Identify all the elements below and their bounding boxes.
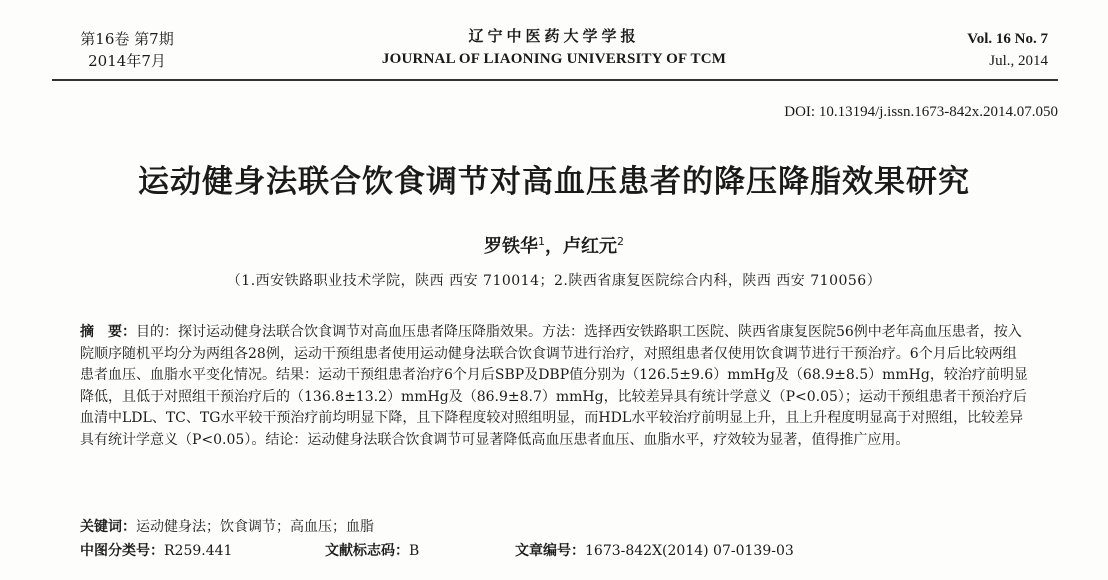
author-affiliation-mark: 1 [538, 235, 545, 248]
document-code [325, 540, 515, 560]
volume-issue-en: Vol. 16 No. 7 [967, 31, 1048, 47]
document-code-label: 文献标志码： [325, 543, 409, 559]
keywords-label: 关键词： [80, 519, 136, 535]
doi[interactable]: DOI: 10.13194/j.issn.1673-842x.2014.07.050 [784, 104, 1058, 120]
article-number-value: 1673-842X(2014) 07-0139-03 [585, 543, 794, 559]
article-number [515, 540, 794, 560]
journal-name-cn: 辽宁中医药大学学报 [468, 27, 640, 45]
paper-title: 运动健身法联合饮食调节对高血压患者的降压降脂效果研究 [138, 164, 970, 200]
abstract-label: 摘 要： [80, 324, 136, 340]
journal-name [0, 24, 1108, 70]
document-code-value: B [409, 543, 420, 559]
abstract [80, 322, 1030, 451]
date-cn: 2014年7月 [88, 52, 166, 70]
author-name: 罗铁华 [484, 236, 538, 257]
volume-issue-cn: 第16卷 第7期 [80, 30, 174, 48]
issue-info-en [967, 28, 1048, 72]
clc-label: 中图分类号： [80, 543, 164, 559]
clc-value: R259.441 [164, 543, 233, 559]
article-number-label: 文章编号： [515, 543, 585, 559]
clc-number [80, 540, 325, 560]
journal-name-en: JOURNAL OF LIAONING UNIVERSITY OF TCM [381, 51, 727, 67]
author-affiliation-mark: 2 [617, 235, 624, 248]
classification-line [80, 540, 794, 560]
keywords-text: 运动健身法；饮食调节；高血压；血脂 [136, 519, 374, 535]
header-divider [52, 79, 1058, 81]
author-separator: ， [545, 236, 563, 257]
keywords [80, 516, 374, 536]
abstract-text: 目的：探讨运动健身法联合饮食调节对高血压患者降压降脂效果。方法：选择西安铁路职工医院、陕西省康复医院56例中老年高血压患者，按入院顺序随机平均分为两组各28例，运动干预组患者使用运动健身法联合饮食调节进行治疗，对照组患者仅使用饮食调节进行干预治疗。6个月后比较两组患者血压、血脂水平变化情况。结果：运动干预组患者治疗6个月后SBP及DBP值分别为（126.5±9.6）mmHg及（68.9±8.5）mmHg，较治疗前明显降低，且低于对照组干预治疗后的（136.8±13.2）mmHg及（86.9±8.7）mmHg，比较差异具有统计学意义（P<0.05）；运动干预组患者干预治疗后血清中LDL、TC、TG水平较干预治疗前均明显下降，且下降程度较对照组明显，而HDL水平较治疗前明显上升，且上升程度明显高于对照组，比较差异具有统计学意义（P<0.05）。结论：运动健身法联合饮食调节可显著降低高血压患者血压、血脂水平，疗效较为显著，值得推广应用。 [80, 324, 1028, 448]
date-en: Jul., 2014 [989, 53, 1048, 69]
author-name: 卢红元 [563, 236, 617, 257]
authors [0, 232, 1108, 258]
affiliations: （1.西安铁路职业技术学院，陕西 西安 710014；2.陕西省康复医院综合内科，陕西 西安 710056） [226, 273, 882, 289]
